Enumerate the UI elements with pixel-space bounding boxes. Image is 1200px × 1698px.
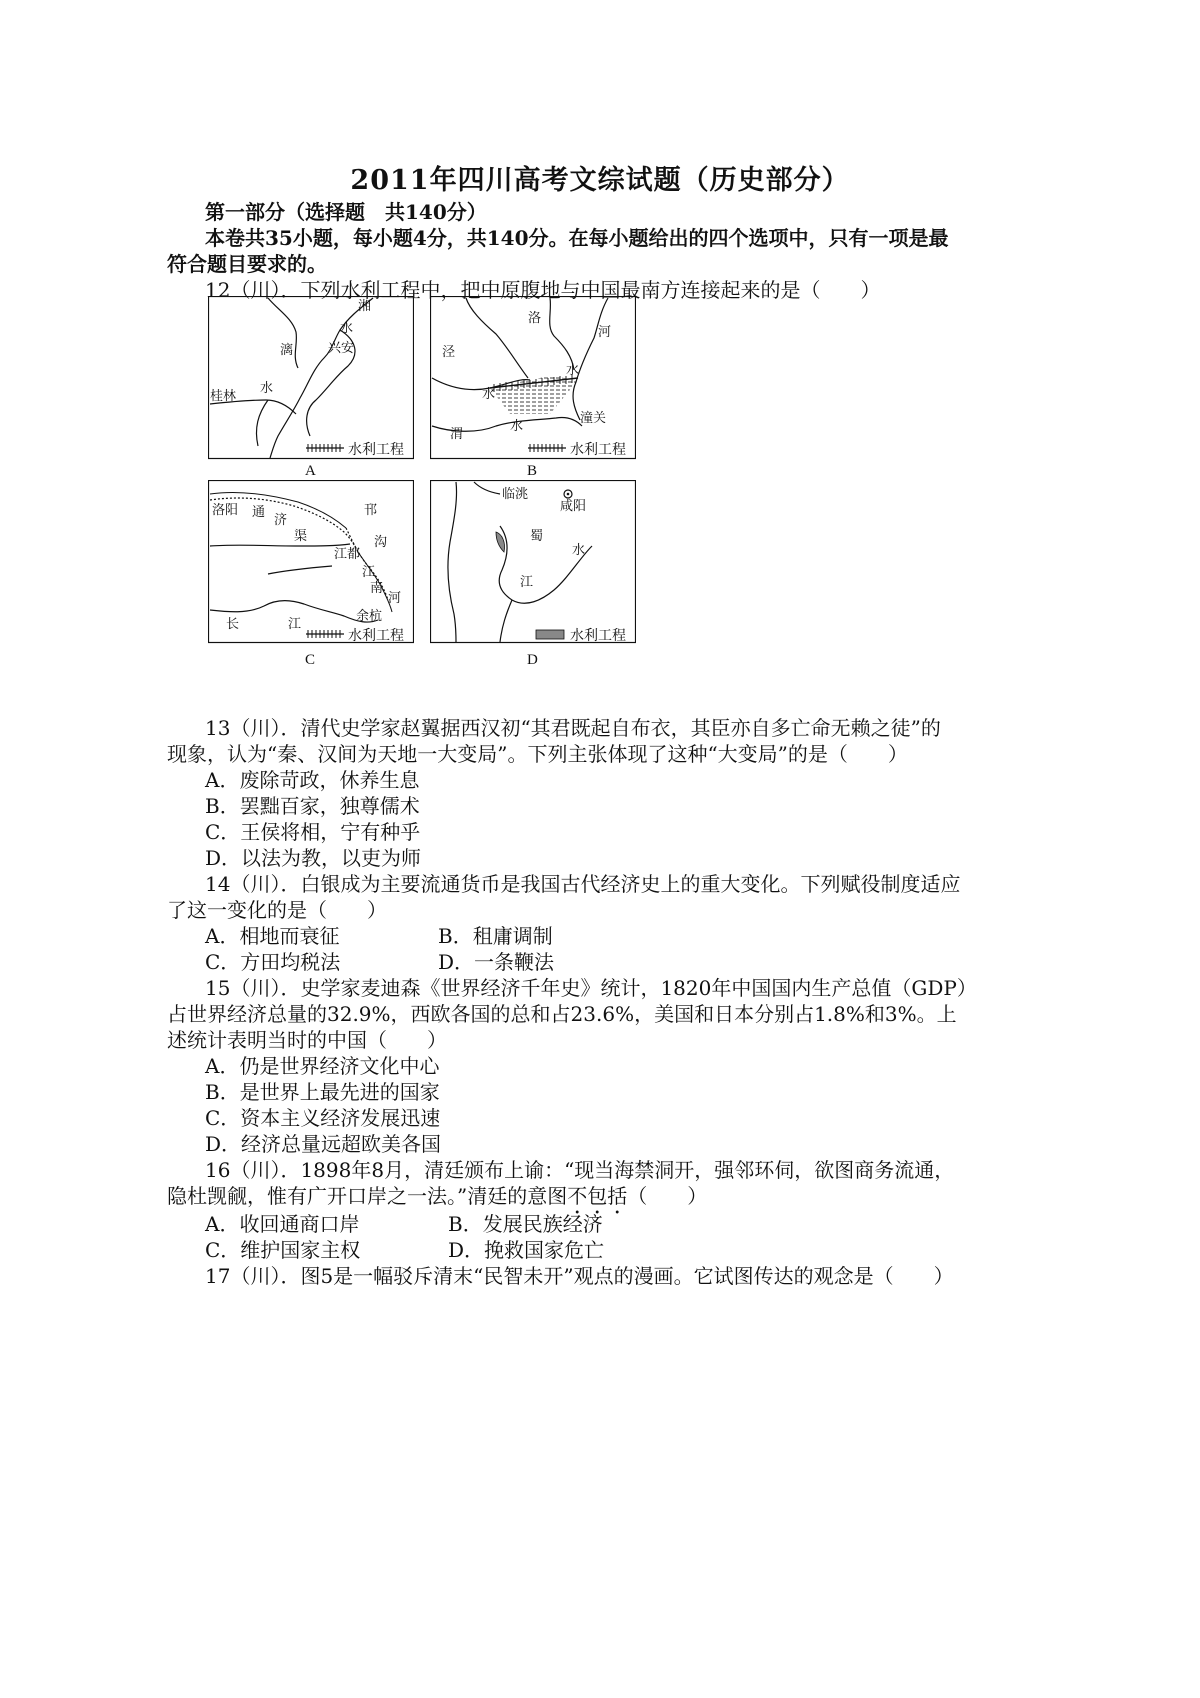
q16-emphasis-bubaokuo: 不包括 xyxy=(567,1184,628,1208)
q15-stem-line-1: 15（川）．史学家麦迪森《世界经济千年史》统计，1820年中国国内生产总值（GDP） xyxy=(205,976,977,1000)
q14-stem-line-2: 了这一变化的是（ ） xyxy=(167,898,387,922)
map-d-label-jiang: 江 xyxy=(520,575,534,590)
map-d-label-shu: 蜀 xyxy=(530,529,544,544)
q14-option-b: B．租庸调制 xyxy=(438,924,553,948)
q13-option-d: D．以法为教，以吏为师 xyxy=(205,846,422,870)
map-b-label-jing: 泾 xyxy=(442,345,456,360)
q16-option-a: A．收回通商口岸 xyxy=(205,1212,360,1236)
q16-option-c: C．维护国家主权 xyxy=(205,1238,361,1262)
map-b-label-shui-3: 水 xyxy=(510,419,524,434)
map-c-label-ji: 济 xyxy=(274,513,288,528)
q13-stem-line-1: 13（川）．清代史学家赵翼据西汉初“其君既起自布衣，其臣亦自多亡命无赖之徒”的 xyxy=(205,716,941,740)
q15-option-c: C．资本主义经济发展迅速 xyxy=(205,1106,441,1130)
map-c-label-luoyang: 洛阳 xyxy=(212,503,239,518)
page-title: 2011年四川高考文综试题（历史部分） xyxy=(350,165,850,196)
map-b-legend: 水利工程 xyxy=(570,442,626,458)
q15-option-d: D．经济总量远超欧美各国 xyxy=(205,1132,442,1156)
map-c-label-jiang: 江 xyxy=(362,565,376,580)
map-d-label-shui: 水 xyxy=(572,543,586,558)
map-c-label-qu: 渠 xyxy=(294,529,308,544)
map-d xyxy=(430,480,636,644)
map-d-label-lintao: 临洮 xyxy=(502,487,529,502)
map-c-label-yuhang: 余杭 xyxy=(356,609,383,624)
q15-option-b: B．是世界上最先进的国家 xyxy=(205,1080,440,1104)
map-a-caption: A xyxy=(305,463,316,479)
q14-option-d: D．一条鞭法 xyxy=(438,950,555,974)
map-c-label-tong: 通 xyxy=(252,505,266,520)
map-b-label-luo: 洛 xyxy=(528,311,542,326)
map-c xyxy=(208,480,414,644)
map-b-label-he: 河 xyxy=(598,325,612,340)
map-d-label-xianyang: 咸阳 xyxy=(560,499,587,514)
map-d-caption: D xyxy=(527,652,538,668)
q14-option-a: A．相地而衰征 xyxy=(205,924,340,948)
part-heading: 第一部分（选择题 共140分） xyxy=(205,200,487,224)
map-a-label-guilin: 桂林 xyxy=(210,389,237,404)
q15-stem-line-3: 述统计表明当时的中国（ ） xyxy=(167,1028,447,1052)
map-b-label-wei: 渭 xyxy=(450,427,464,442)
q15-option-a: A．仍是世界经济文化中心 xyxy=(205,1054,440,1078)
q13-option-a: A．废除苛政，休养生息 xyxy=(205,768,420,792)
q16-option-b: B．发展民族经济 xyxy=(448,1212,603,1236)
q17-stem: 17（川）．图5是一幅驳斥清末“民智未开”观点的漫画。它试图传达的观念是（ ） xyxy=(205,1264,954,1288)
map-c-label-chang: 长 xyxy=(226,617,240,632)
map-a-label-shui-2: 水 xyxy=(260,381,274,396)
instructions-line-1: 本卷共35小题，每小题4分，共140分。在每小题给出的四个选项中，只有一项是最 xyxy=(205,226,949,250)
map-b-label-shui-2: 水 xyxy=(482,387,496,402)
q13-option-b: B．罢黜百家，独尊儒术 xyxy=(205,794,420,818)
map-a-legend: 水利工程 xyxy=(348,442,404,458)
instructions-line-2: 符合题目要求的。 xyxy=(167,252,327,276)
map-c-caption: C xyxy=(305,652,316,668)
q14-stem-line-1: 14（川）．白银成为主要流通货币是我国古代经济史上的重大变化。下列赋役制度适应 xyxy=(205,872,961,896)
map-c-label-jiang-2: 江 xyxy=(288,617,302,632)
map-c-label-jiangdu: 江都 xyxy=(334,547,361,562)
map-c-legend: 水利工程 xyxy=(348,628,404,644)
map-a-label-xingan: 兴安 xyxy=(328,341,355,356)
q15-stem-line-2: 占世界经济总量的32.9%，西欧各国的总和占23.6%，美国和日本分别占1.8%和3%。上 xyxy=(167,1002,957,1026)
map-b xyxy=(430,296,636,460)
map-d-legend: 水利工程 xyxy=(570,628,626,644)
map-c-label-han: 邗 xyxy=(364,503,378,518)
q13-option-c: C．王侯将相，宁有种乎 xyxy=(205,820,421,844)
map-a-label-shui-1: 水 xyxy=(340,321,354,336)
q16-stem-part-a: 隐杜觊觎，惟有广开口岸之一法。”清廷的意图 xyxy=(167,1184,568,1208)
map-c-label-he: 河 xyxy=(388,591,402,606)
q14-option-c: C．方田均税法 xyxy=(205,950,341,974)
q12-stem: 12（川）．下列水利工程中，把中原腹地与中国最南方连接起来的是（ ） xyxy=(205,278,881,302)
map-c-label-nan: 南 xyxy=(370,581,384,596)
map-a-label-li: 漓 xyxy=(280,343,294,358)
map-b-label-tongguan: 潼关 xyxy=(580,411,607,426)
q16-stem-part-c: （ ） xyxy=(627,1184,708,1208)
q13-stem-line-2: 现象，认为“秦、汉间为天地一大变局”。下列主张体现了这种“大变局”的是（ ） xyxy=(167,742,908,766)
q16-stem-line-1: 16（川）．1898年8月，清廷颁布上谕：“现当海禁洞开，强邻环伺，欲图商务流通， xyxy=(205,1158,955,1182)
map-c-label-gou: 沟 xyxy=(374,535,388,550)
map-b-caption: B xyxy=(527,463,538,479)
map-b-label-shui-1: 水 xyxy=(566,363,580,378)
map-a-label-xiang: 湘 xyxy=(358,299,372,314)
map-a xyxy=(208,296,414,460)
q16-option-d: D．挽救国家危亡 xyxy=(448,1238,605,1262)
